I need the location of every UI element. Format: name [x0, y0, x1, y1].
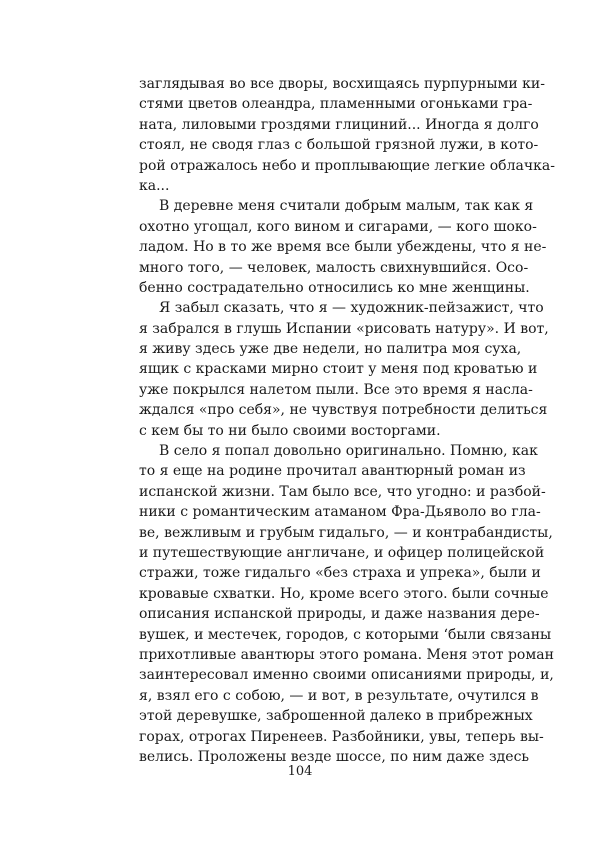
text-line: бенно сострадательно относились ко мне женщины.: [139, 279, 530, 296]
text-line: уже покрылся налетом пыли. Все это время я насла-: [139, 381, 533, 398]
text-line: я забрался в глушь Испании «рисовать натуру». И вот,: [139, 320, 549, 337]
text-line: стражи, тоже гидальго «без страха и упрека», были и: [139, 565, 541, 582]
text-line: заглядывая во все дворы, восхищаясь пурпурными ки-: [139, 76, 545, 92]
text-line: рой отражалось небо и проплывающие легкие облачка-: [139, 157, 555, 174]
text-line: ники с романтическим атаманом Фра-Дьяволо во гла-: [139, 504, 541, 521]
text-line: ната, лиловыми гроздями глициний... Иногда я долго: [139, 116, 539, 133]
text-line: Я забыл сказать, что я — художник-пейзажист, что: [159, 300, 544, 317]
text-line: и путешествующие англичане, и офицер полицейской: [139, 544, 545, 561]
text-line: я живу здесь уже две недели, но палитра моя суха,: [139, 341, 522, 358]
text-line: велись. Проложены везде шоссе, по ним даже здесь: [139, 748, 530, 765]
text-line: описания испанской природы, и даже названия дере-: [139, 606, 540, 623]
text-line: ждался «про себя», не чувствуя потребности делиться: [139, 402, 548, 419]
text-line: ка...: [139, 177, 170, 194]
text-line: то я еще на родине прочитал авантюрный роман из: [139, 463, 526, 480]
text-line: ве, вежливым и грубым гидальго, — и контрабандисты,: [139, 524, 553, 541]
text-line: этой деревушке, заброшенной далеко в прибрежных: [139, 708, 533, 725]
text-line: вушек, и местечек, городов, с которыми ‘были связаны: [139, 626, 552, 643]
text-line: горах, отрогах Пиренеев. Разбойники, увы, теперь вы-: [139, 728, 544, 745]
text-line: я, взял его с собою, — и вот, в результате, очутился в: [139, 687, 539, 704]
text-line: ящик с красками мирно стоит у меня под кроватью и: [139, 361, 538, 378]
text-line: кровавые схватки. Но, кроме всего этого. были сочные: [139, 585, 549, 602]
text-line: испанской жизни. Там было все, что угодно: и разбой-: [139, 483, 546, 500]
text-line: ладом. Но в то же время все были убеждены, что я не-: [139, 239, 547, 256]
text-line: заинтересовал именно своими описаниями природы, и,: [139, 667, 554, 684]
text-line: охотно угощал, кого вином и сигарами, — кого шоко-: [139, 218, 537, 235]
text-line: с кем бы то ни было своими восторгами.: [139, 422, 441, 439]
text-line: много того, — человек, малость свихнувшийся. Осо-: [139, 259, 529, 276]
text-line: В деревне меня считали добрым малым, так как я: [159, 198, 534, 215]
text-line: стями цветов олеандра, пламенными огоньками гра-: [139, 96, 533, 113]
page-number: 104: [287, 764, 313, 779]
text-line: стоял, не сводя глаз с большой грязной лужи, в кото-: [139, 137, 539, 154]
text-line: прихотливые авантюры этого романа. Меня этот роман: [139, 646, 554, 663]
body-text: [139, 74, 555, 767]
text-line: В село я попал довольно оригинально. Помню, как: [159, 443, 538, 460]
